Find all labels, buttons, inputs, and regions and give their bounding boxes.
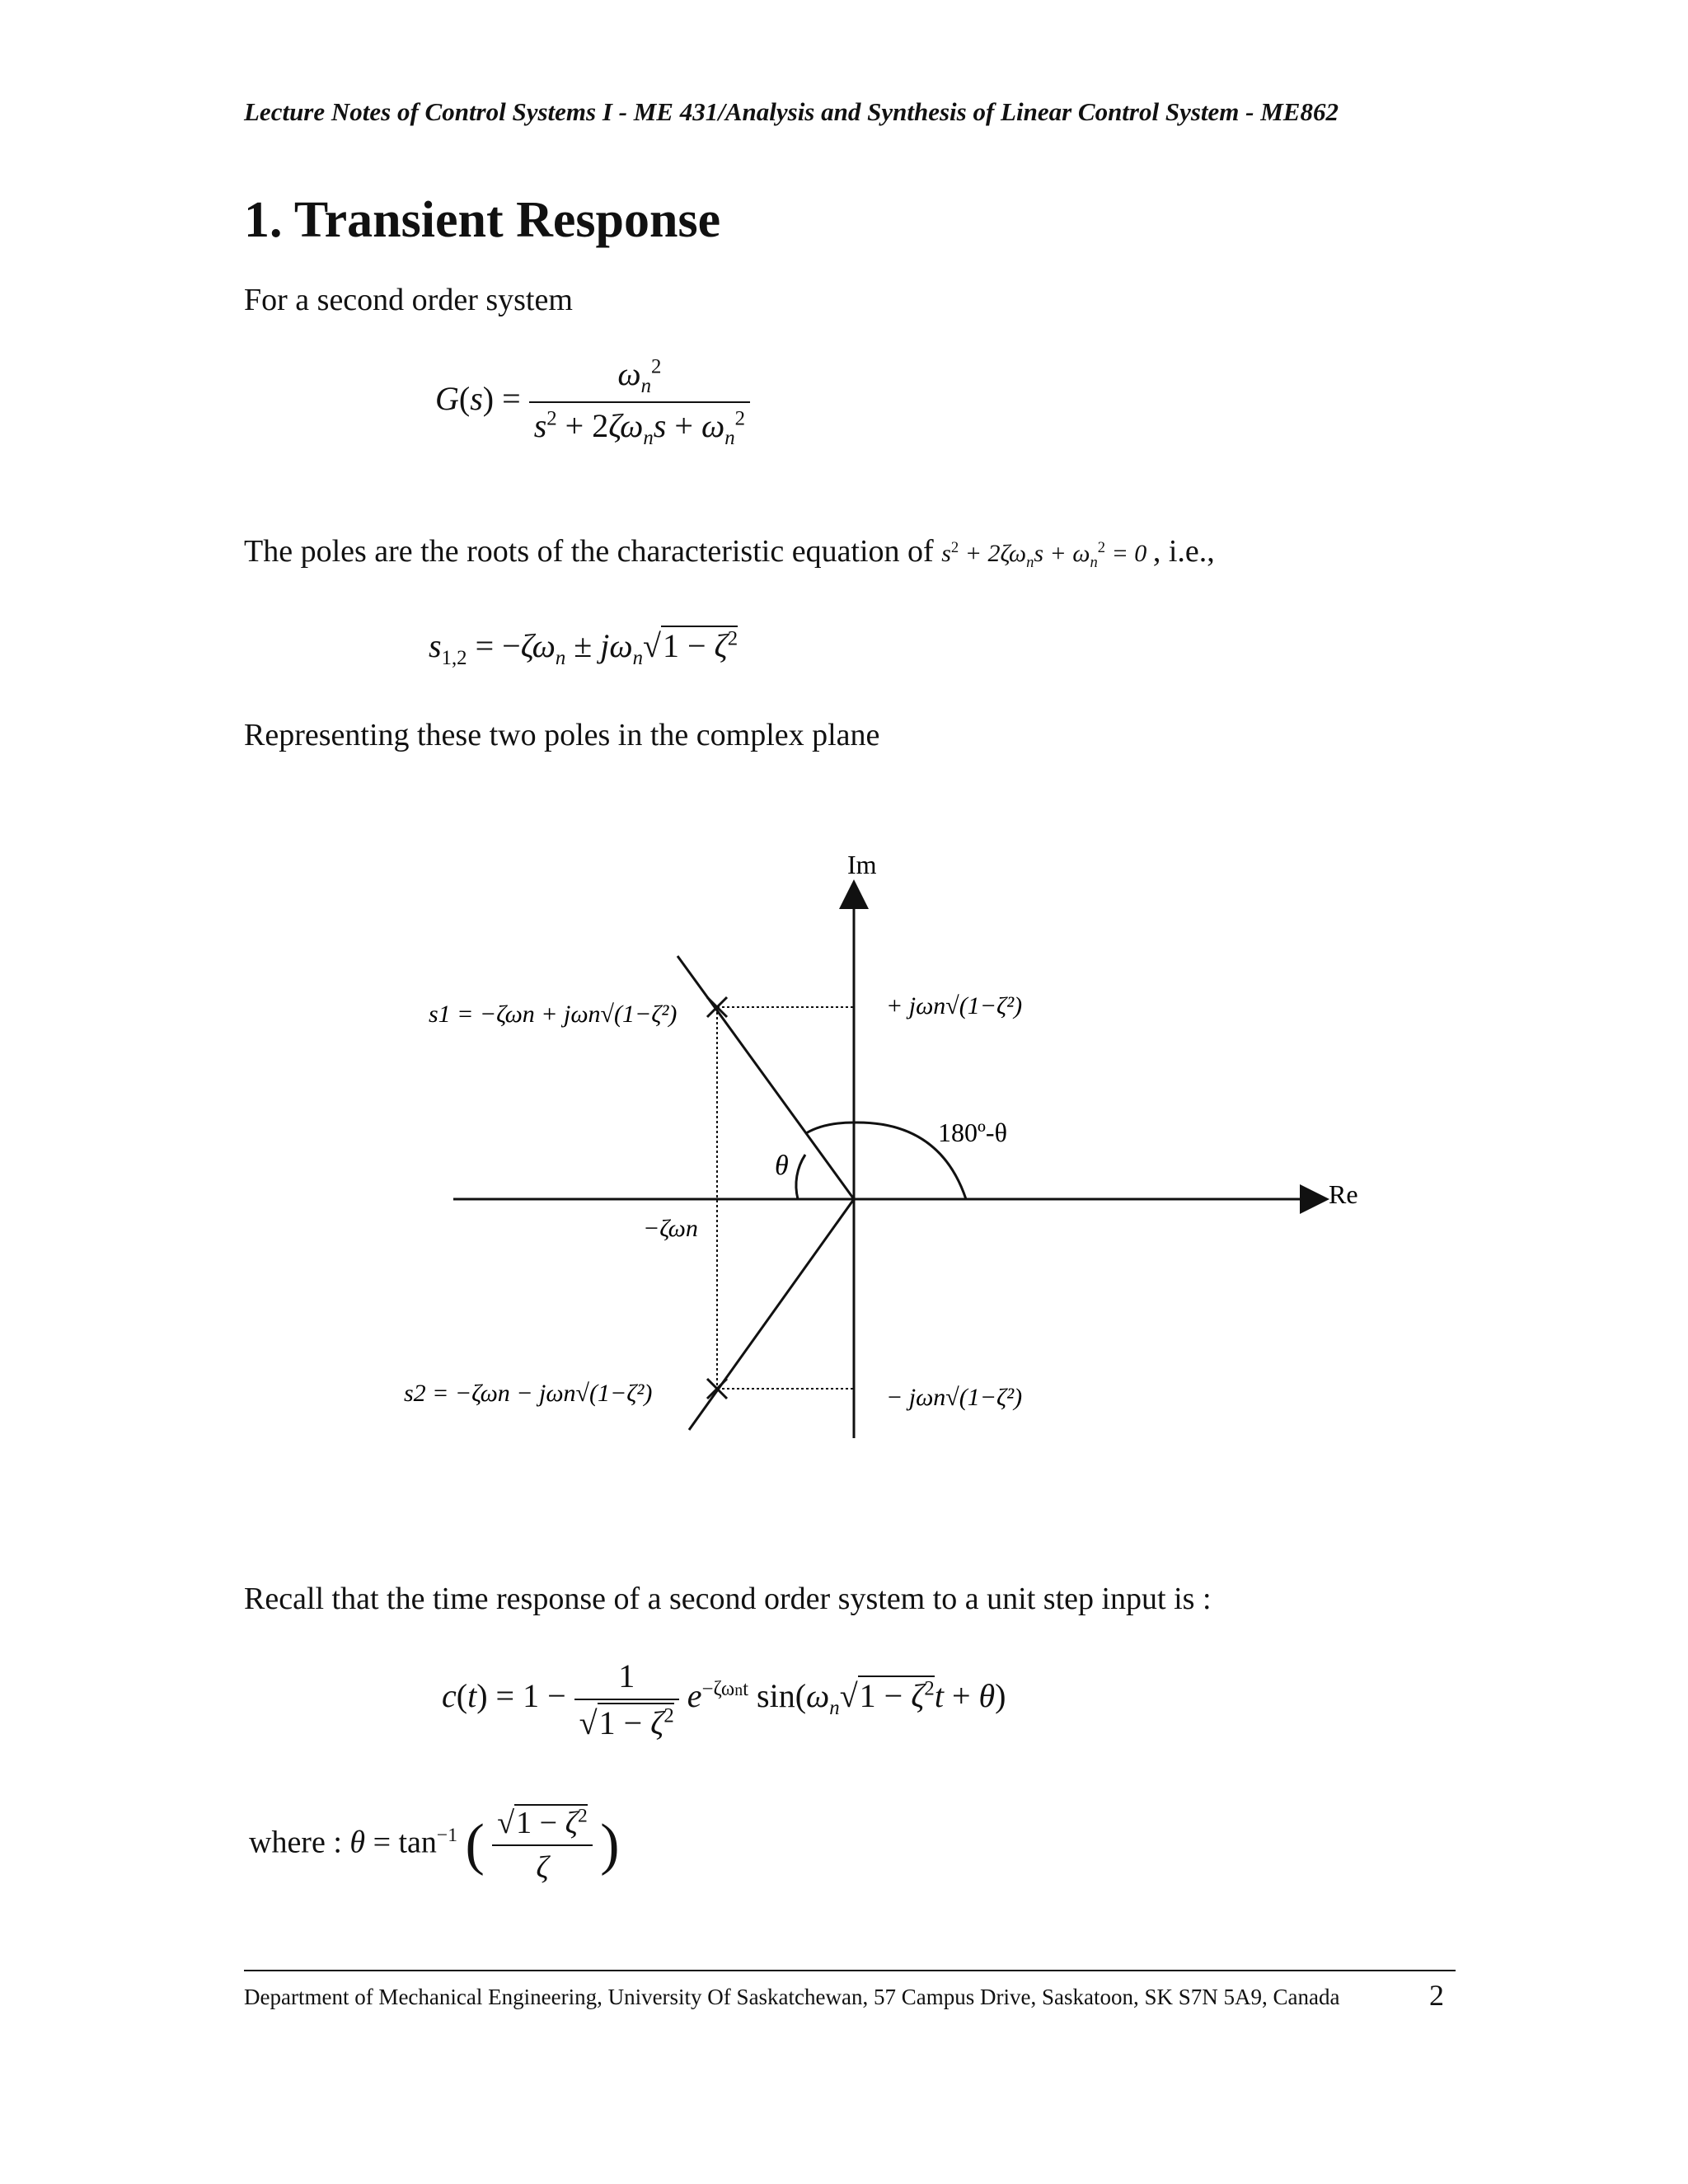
lower-radial-line xyxy=(689,1199,854,1430)
footer-rule xyxy=(244,1970,1456,1971)
poles-equation: $s_{1,2} = -\zeta\omega_n \pm j\omega_n√1 - \zeta^2$ xyxy=(429,627,738,669)
pole-s1-label: s1 = −ζωn + jωn√(1−ζ²) xyxy=(429,1001,678,1028)
theta-definition: where : $\theta = \tan^{-1}$ ( $\frac{√1 - \zeta^2}{\zeta}$ ) xyxy=(249,1805,620,1885)
transfer-function-equation: G(s) = $\frac{\omega_n^2}{s^2 + 2\zeta\omega_ns + \omega_n^2}$ xyxy=(435,354,750,450)
angle-label: 180º-θ xyxy=(938,1118,1007,1147)
char-text-after: , i.e., xyxy=(1152,534,1215,569)
footer-address: Department of Mechanical Engineering, University Of Saskatchewan, 57 Campus Drive, Saskatoon, SK S7N 5A9, Canada xyxy=(244,1985,1340,2009)
theta-arc xyxy=(796,1155,805,1199)
page-number: 2 xyxy=(1429,1979,1444,2012)
im-minus-label: − jωn√(1−ζ²) xyxy=(886,1384,1023,1411)
im-plus-label: + jωn√(1−ζ²) xyxy=(886,992,1023,1019)
section-title: 1. Transient Response xyxy=(244,192,721,248)
im-axis-label: Im xyxy=(847,850,877,879)
where-label: where : xyxy=(249,1825,342,1860)
theta-label: θ xyxy=(775,1151,789,1181)
time-response-paragraph: Recall that the time response of a second order system to a unit step input is : xyxy=(244,1582,1212,1616)
re-axis-label: Re xyxy=(1329,1179,1358,1209)
time-response-equation: c(t) = 1 − $\frac{1}{√1 - \zeta^2}$ $e^{-\zeta\omega nt}$ $\sin(\omega_n√1 - \zeta^2t + \theta)$ xyxy=(442,1657,1006,1741)
complex-plane-paragraph: Representing these two poles in the complex plane xyxy=(244,718,880,752)
running-header: Lecture Notes of Control Systems I - ME 431/Analysis and Synthesis of Linear Control System - ME862 xyxy=(244,97,1339,126)
characteristic-equation: $s^2 + 2\zeta\omega_ns + \omega_n^2 = 0$ xyxy=(941,539,1153,571)
re-coordinate-label: −ζωn xyxy=(643,1215,698,1242)
intro-paragraph: For a second order system xyxy=(244,283,573,317)
char-text-before: The poles are the roots of the characteristic equation of xyxy=(244,534,934,569)
pole-s2-label: s2 = −ζωn − jωn√(1−ζ²) xyxy=(404,1380,653,1407)
upper-radial-line xyxy=(678,956,854,1199)
